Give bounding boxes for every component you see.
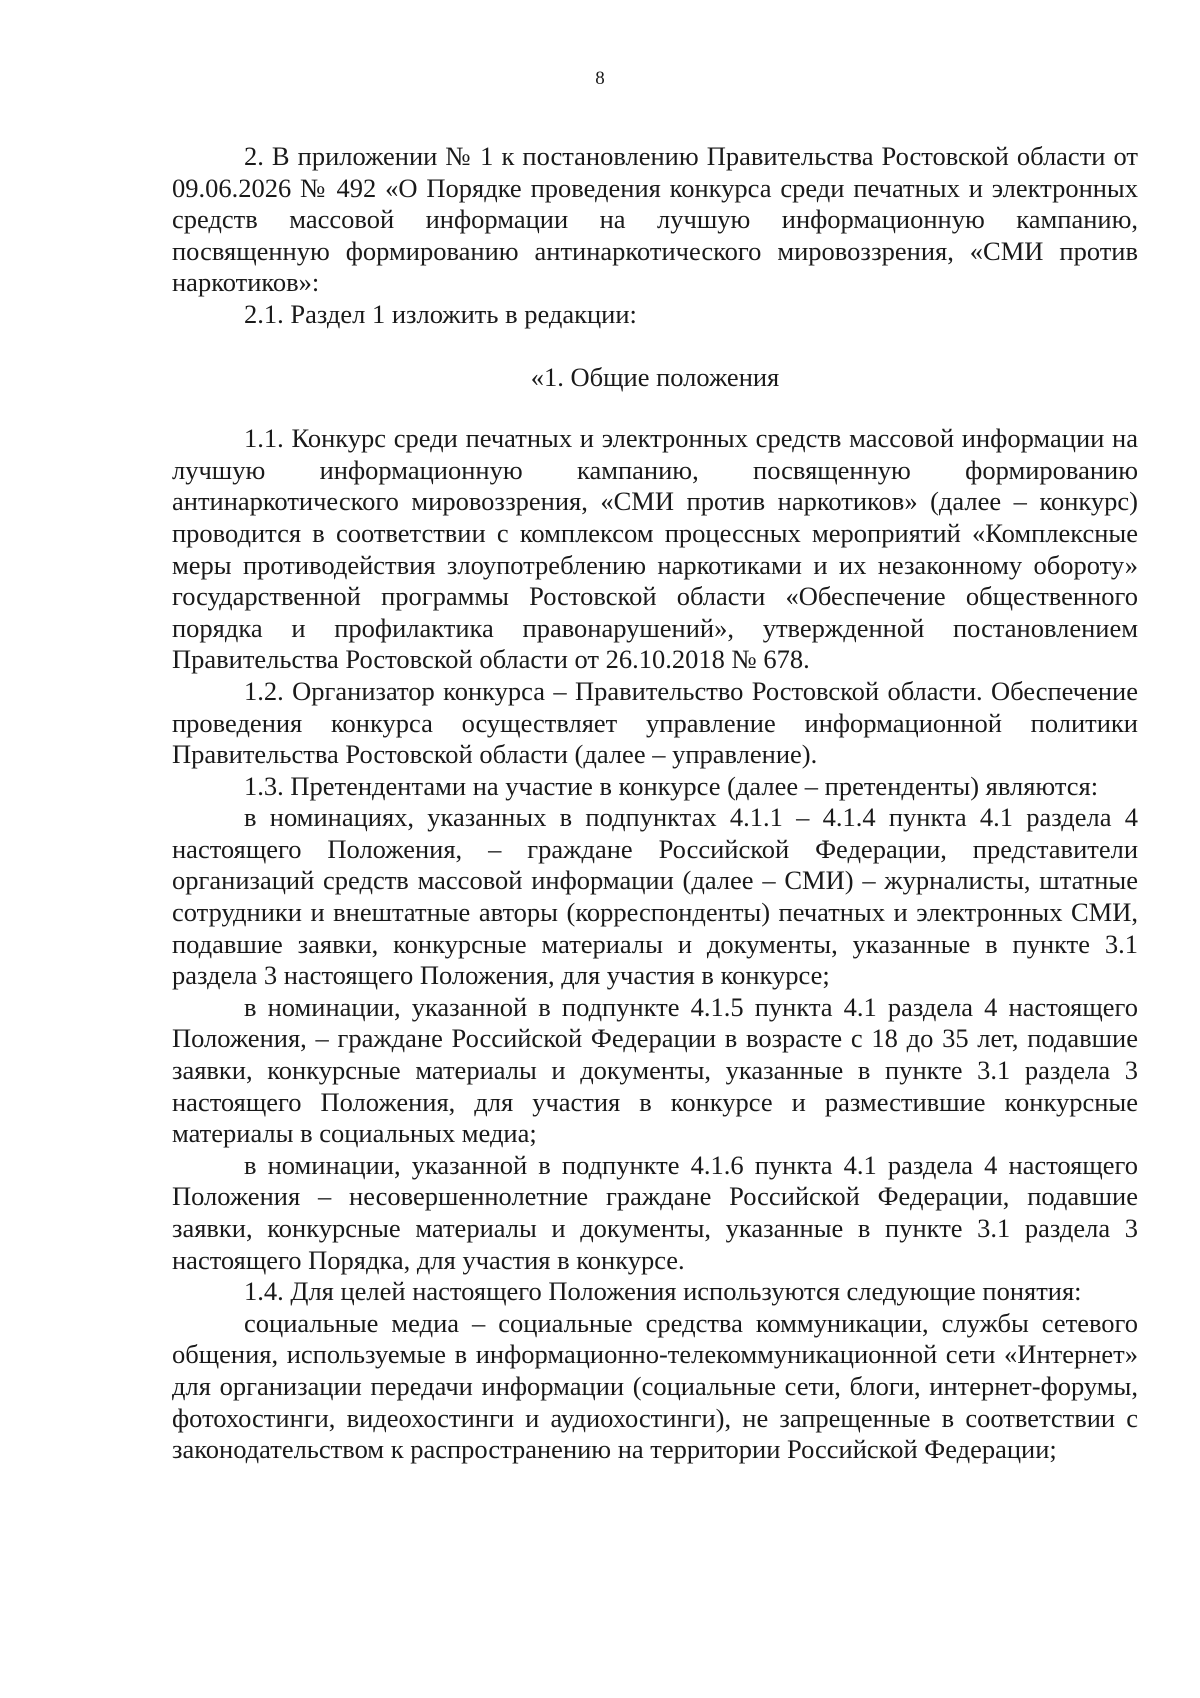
paragraph-1-4: 1.4. Для целей настоящего Положения используются следующие понятия: <box>244 1276 1082 1307</box>
paragraph-nomination-4-1-6: в номинации, указанной в подпункте 4.1.6 пункта 4.1 раздела 4 настоящего Положения – несовершеннолетние граждане Российской Федерации, подавшие заявки, конкурсные материалы и документы, указанные в пункте 3.1 раздела 3 настоящего Порядка, для участия в конкурсе. <box>172 1149 1138 1275</box>
paragraph-nomination-4-1-5: в номинации, указанной в подпункте 4.1.5 пункта 4.1 раздела 4 настоящего Положения, – граждане Российской Федерации в возрасте с 18 до 35 лет, подавшие заявки, конкурсные материалы и документы, указанные в пункте 3.1 раздела 3 настоящего Положения, для участия в конкурсе и разместившие конкурсные материалы в социальных медиа; <box>172 991 1138 1149</box>
document-body <box>172 141 1138 1466</box>
paragraph-1-3: 1.3. Претендентами на участие в конкурсе (далее – претенденты) являются: <box>244 770 1099 801</box>
paragraph-1-1: 1.1. Конкурс среди печатных и электронных средств массовой информации на лучшую информационную кампанию, посвященную формированию антинаркотического мировоззрения, «СМИ против наркотиков» (далее – конкурс) проводится в соответствии с комплексом процессных мероприятий «Комплексные меры противодействия злоупотреблению наркотиками и их незаконному обороту» государственной программы Ростовской области «Обеспечение общественного порядка и профилактика правонарушений», утвержденной постановлением Правительства Ростовской области от 26.10.2018 № 678. <box>172 423 1138 675</box>
paragraph-1-2: 1.2. Организатор конкурса – Правительство Ростовской области. Обеспечение проведения конкурса осуществляет управление информационной политики Правительства Ростовской области (далее – управление). <box>172 675 1138 770</box>
section-heading: «1. Общие положения <box>530 361 780 392</box>
paragraph-nominations-4-1-1: в номинациях, указанных в подпунктах 4.1.1 – 4.1.4 пункта 4.1 раздела 4 настоящего Положения, – граждане Российской Федерации, представители организаций средств массовой информации (далее – СМИ) – журналисты, штатные сотрудники и внештатные авторы (корреспонденты) печатных и электронных СМИ, подавшие заявки, конкурсные материалы и документы, указанные в пункте 3.1 раздела 3 настоящего Положения, для участия в конкурсе; <box>172 802 1138 991</box>
paragraph-social-media-definition: социальные медиа – социальные средства коммуникации, службы сетевого общения, используемые в информационно-телекоммуникационной сети «Интернет» для организации передачи информации (социальные сети, блоги, интернет-форумы, фотохостинги, видеохостинги и аудиохостинги), не запрещенные в соответствии с законодательством к распространению на территории Российской Федерации; <box>172 1307 1138 1465</box>
paragraph-amendment-2-1: 2.1. Раздел 1 изложить в редакции: <box>244 298 637 329</box>
page-number: 8 <box>595 68 605 89</box>
paragraph-amendment-intro: 2. В приложении № 1 к постановлению Правительства Ростовской области от 09.06.2026 № 492 «О Порядке проведения конкурса среди печатных и электронных средств массовой информации на лучшую информационную кампанию, посвященную формированию антинаркотического мировоззрения, «СМИ против наркотиков»: <box>172 141 1138 298</box>
